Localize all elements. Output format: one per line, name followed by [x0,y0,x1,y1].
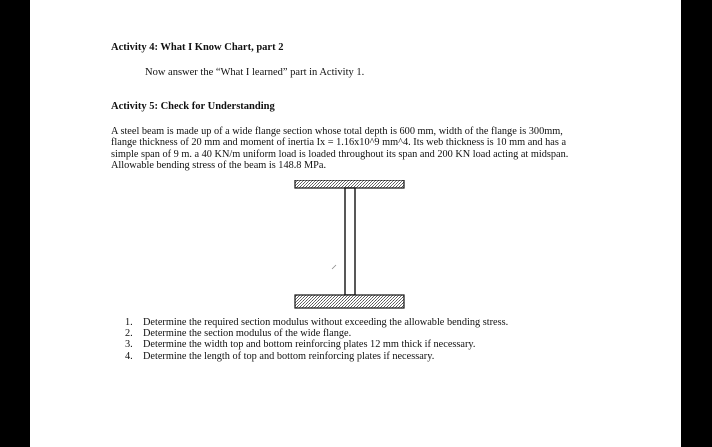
bottom-flange [295,295,404,308]
web [345,188,355,295]
document-page [30,0,681,447]
problem-line: simple span of 9 m. a 40 KN/m uniform load is loaded throughout its span and 200 KN load acting at midspan. [111,148,569,160]
list-text: Determine the required section modulus without exceeding the allowable bending stress. [143,317,509,328]
activity5-heading: Activity 5: Check for Understanding [111,101,275,112]
list-number: 4. [125,350,133,362]
list-item [125,351,508,362]
list-item [125,328,508,339]
list-item [125,339,508,350]
top-flange [295,180,404,188]
problem-line: flange thickness of 20 mm and moment of inertia Ix = 1.16x10^9 mm^4. Its web thickness is 10 mm and has a [111,137,567,149]
i-beam-section-figure [291,180,411,310]
list-item [125,317,508,328]
list-number: 1. [125,317,133,328]
list-text: Determine the length of top and bottom reinforcing plates if necessary. [143,350,435,362]
questions-list [125,317,508,362]
stray-mark [331,264,339,270]
activity4-heading: Activity 4: What I Know Chart, part 2 [111,42,284,53]
list-number: 2. [125,328,133,340]
list-text: Determine the section modulus of the wide flange. [143,328,352,340]
activity4-instruction: Now answer the “What I learned” part in Activity 1. [145,67,365,78]
list-number: 3. [125,339,133,351]
list-text: Determine the width top and bottom reinforcing plates 12 mm thick if necessary. [143,339,476,351]
problem-line: A steel beam is made up of a wide flange section whose total depth is 600 mm, width of the flange is 300mm, [111,126,563,137]
problem-line: Allowable bending stress of the beam is 148.8 MPa. [111,160,327,172]
problem-statement [111,126,621,172]
